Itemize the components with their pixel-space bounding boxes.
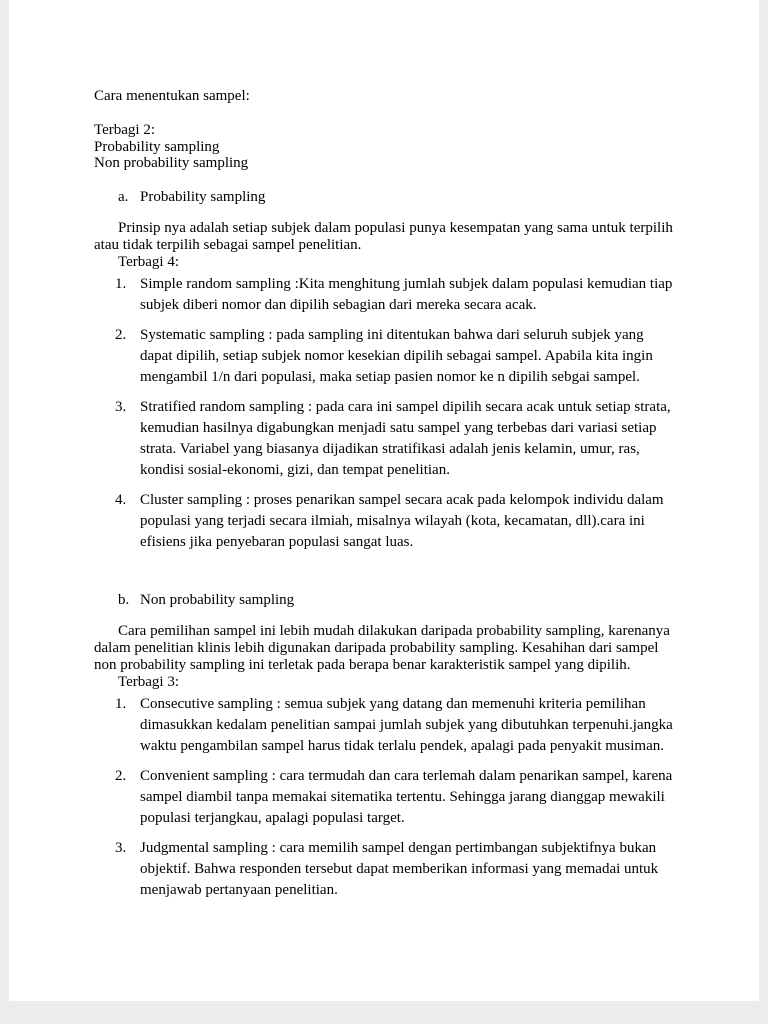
section-a-paragraph: Prinsip nya adalah setiap subjek dalam populasi punya kesempatan yang sama untuk terpilih atau tidak terpilih sebagai sampel penelitian. (94, 219, 673, 253)
section-b-label: b. (118, 591, 130, 608)
list-item-text: Judgmental sampling : cara memilih sampel dengan pertimbangan subjektifnya bukan objektif. Bahwa responden tersebut dapat memberikan informasi yang memadai untuk menjawab pertanyaan penelitian. (140, 839, 659, 898)
list-item-text: Convenient sampling : cara termudah dan cara terlemah dalam penarikan sampel, karena sampel diambil tanpa memakai sitematika tertentu. Sehingga jarang dianggap mewakili populasi terjangkau, apalagi populasi target. (140, 767, 673, 826)
document-content (9, 0, 759, 901)
list-item-number: 4. (115, 491, 127, 508)
intro-block (94, 122, 675, 172)
list-item-text: Simple random sampling :Kita menghitung jumlah subjek dalam populasi kemudian tiap subjek diberi nomor dan dipilih sebagian dari mereka secara acak. (140, 275, 673, 313)
section-a-list (94, 274, 675, 553)
section-b-title: Non probability sampling (140, 591, 295, 608)
intro-terbagi: Terbagi 2: (94, 122, 156, 138)
section-a-terbagi: Terbagi 4: (118, 253, 180, 270)
list-item-text: Systematic sampling : pada sampling ini ditentukan bahwa dari seluruh subjek yang dapat dipilih, setiap subjek nomor kesekian dipilih sebagai sampel. Apabila kita ingin mengambil 1/n dari populasi, maka setiap pasien nomor ke n dipilih sebgai sampel. (140, 326, 653, 385)
section-a-heading (118, 189, 675, 206)
intro-non-probability: Non probability sampling (94, 155, 249, 171)
document-page (9, 0, 759, 1001)
list-item-number: 1. (115, 695, 127, 712)
spacer (94, 562, 675, 576)
section-b-heading (118, 592, 675, 609)
list-item-number: 3. (115, 398, 127, 415)
list-item-number: 3. (115, 839, 127, 856)
doc-title: Cara menentukan sampel: (94, 88, 250, 104)
list-item (115, 490, 675, 553)
list-item (115, 325, 675, 388)
section-a-title: Probability sampling (140, 188, 266, 205)
list-item-number: 1. (115, 275, 127, 292)
section-b-paragraph: Cara pemilihan sampel ini lebih mudah dilakukan daripada probability sampling, karenanya dalam penelitian klinis lebih digunakan daripada probability sampling. Kesahihan dari sampel non probability sampling ini terletak pada berapa benar karakteristik sampel yang dipilih. (94, 622, 670, 673)
section-b-list (94, 694, 675, 901)
list-item-text: Cluster sampling : proses penarikan sampel secara acak pada kelompok individu dalam populasi yang terjadi secara ilmiah, misalnya wilayah (kota, kecamatan, dll).cara ini efisiens jika penyebaran populasi sangat luas. (140, 491, 664, 550)
list-item (115, 766, 675, 829)
list-item-text: Stratified random sampling : pada cara ini sampel dipilih secara acak untuk setiap strata, kemudian hasilnya digabungkan menjadi satu sampel yang terbebas dari variasi setiap strata. Variabel yang biasanya dijadikan stratifikasi adalah jenis kelamin, umur, ras, kondisi sosial-ekonomi, gizi, dan tempat penelitian. (140, 398, 671, 478)
list-item-number: 2. (115, 767, 127, 784)
list-item (115, 274, 675, 316)
list-item (115, 694, 675, 757)
list-item (115, 397, 675, 481)
intro-probability: Probability sampling (94, 138, 220, 155)
list-item-number: 2. (115, 326, 127, 343)
list-item (115, 838, 675, 901)
section-a-label: a. (118, 188, 129, 205)
section-b-terbagi: Terbagi 3: (118, 673, 180, 690)
list-item-text: Consecutive sampling : semua subjek yang datang dan memenuhi kriteria pemilihan dimasukkan kedalam penelitian sampai jumlah subjek yang dibutuhkan terpenuhi.jangka waktu pengambilan sampel harus tidak terlalu pendek, apalagi pada penyakit musiman. (140, 695, 673, 754)
